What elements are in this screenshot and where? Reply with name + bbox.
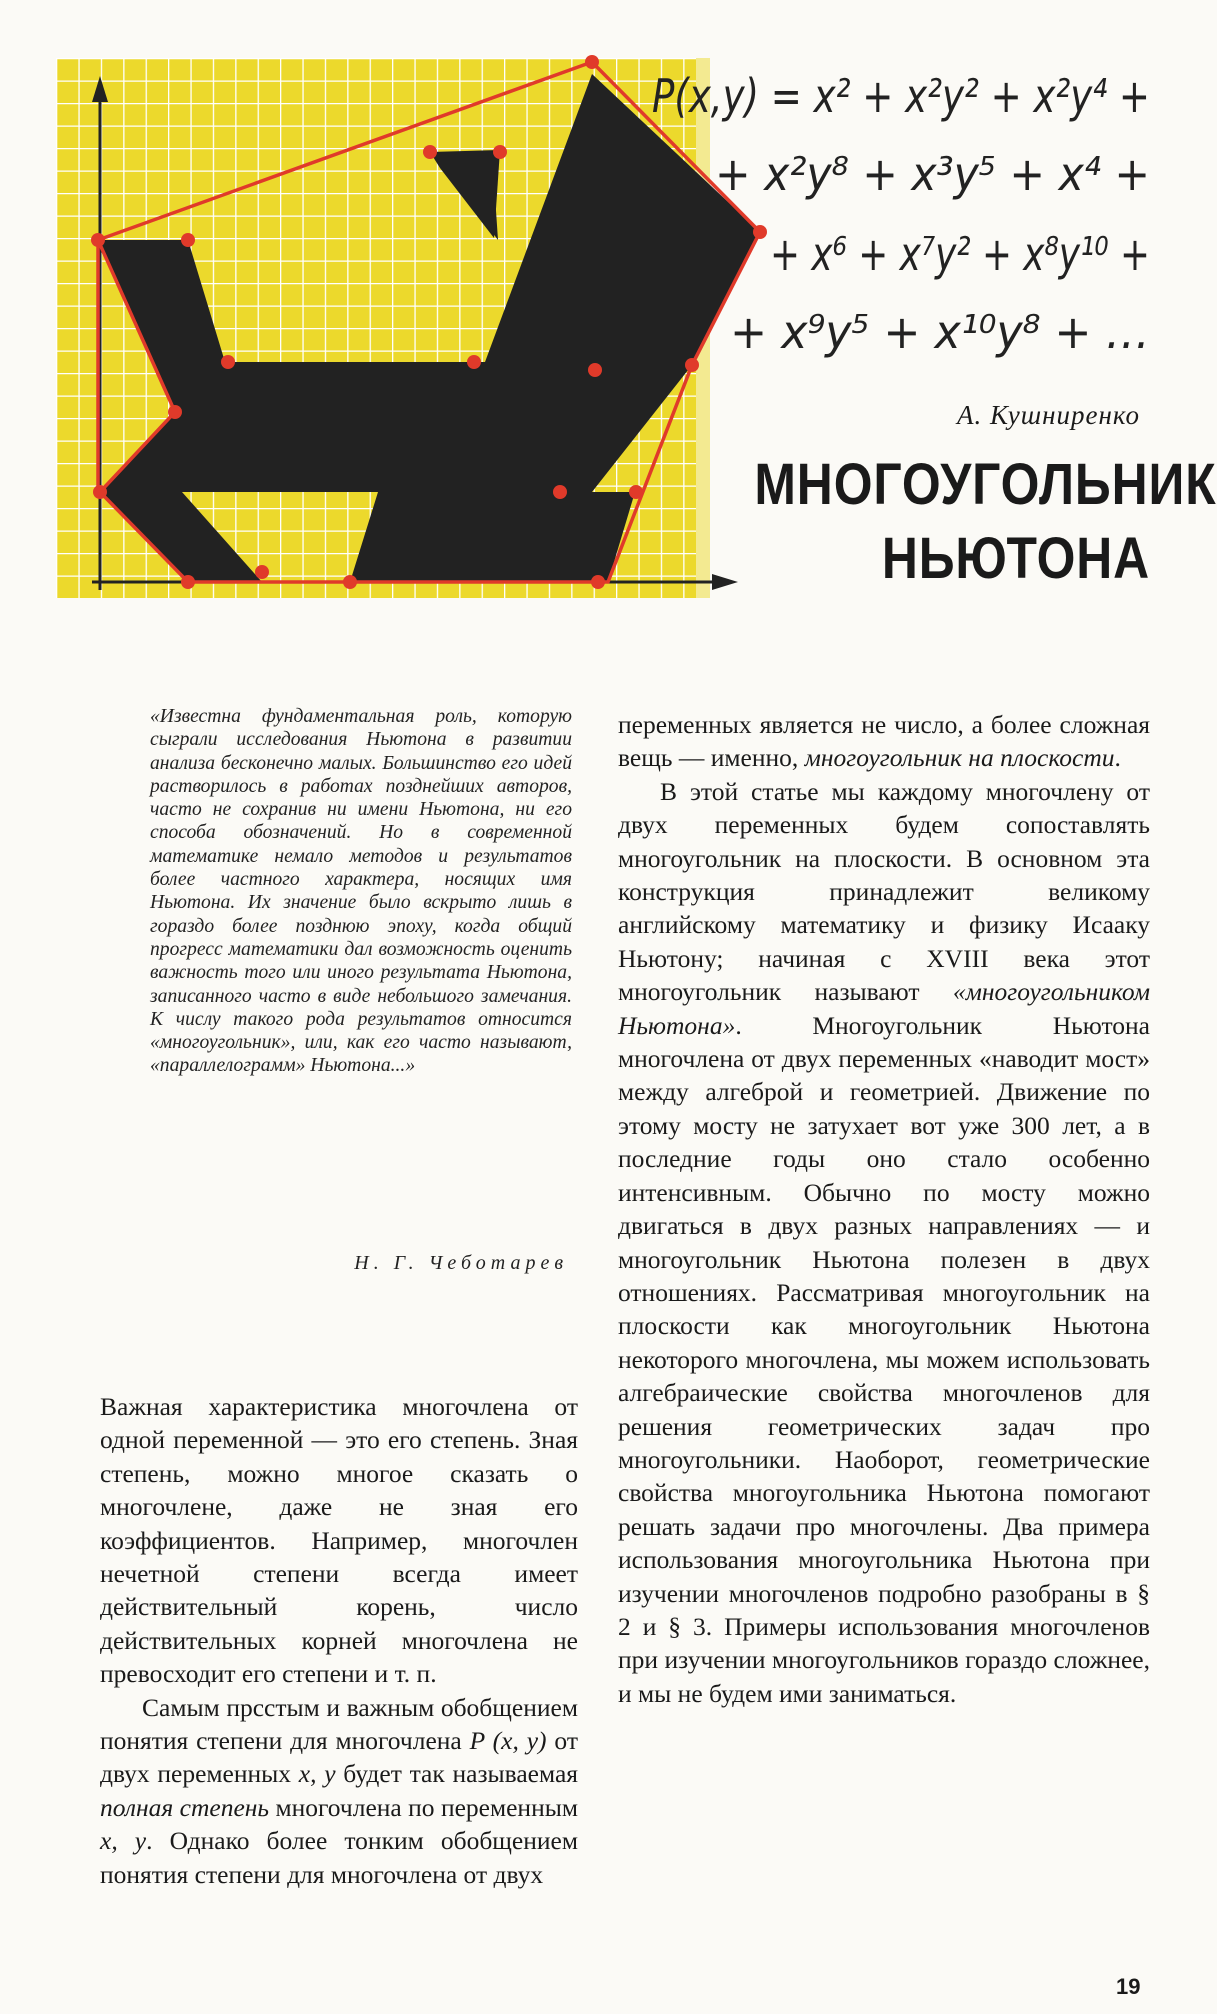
vertex xyxy=(343,575,357,589)
vertex xyxy=(585,55,599,69)
paragraph: переменных является не число, а более сложная вещь — именно, многоугольник на плоскости. xyxy=(618,710,1150,773)
x-axis-arrow xyxy=(712,574,738,590)
vertex xyxy=(255,565,269,579)
paragraph: Самым прсстым и важным обобщением понятия степени для многочлена P (x, y) от двух переменных x, y будет так называемая полная степень многочлена по переменным x, y. Однако более тонким обобщением понятия степени для многочлена от двух xyxy=(100,1692,578,1889)
epigraph-author: Н. Г. Чеботарев xyxy=(354,1252,568,1274)
vertex xyxy=(753,225,767,239)
vertex xyxy=(91,233,105,247)
vertex xyxy=(493,145,507,159)
vertex xyxy=(685,358,699,372)
vertex xyxy=(168,405,182,419)
page-number: 19 xyxy=(1116,1974,1141,1999)
vertex xyxy=(467,355,481,369)
vertex xyxy=(588,363,602,377)
vertex xyxy=(93,485,107,499)
title-line-2: НЬЮТОНА xyxy=(881,526,1150,591)
vertex xyxy=(181,575,195,589)
vertex xyxy=(629,485,643,499)
paragraph: Важная характеристика многочлена от одной переменной — это его степень. Зная степень, можно многое сказать о многочлене, даже не зная его коэффициентов. Например, многочлен нечетной степени всегда имеет действительный корень, число действительных корней многочлена не превосходит его степени и т. п. xyxy=(100,1392,578,1689)
vertex xyxy=(423,145,437,159)
paragraph: В этой статье мы каждому многочлену от двух переменных будем сопоставлять многоугольник на плоскости. В основном эта конструкция принадлежит великому английскому математику и физику Исааку Ньютону; начиная с XVIII века этот многоугольник называют «многоугольником Ньютона». Многоугольник Ньютона многочлена от двух переменных «наводит мост» между алгеброй и геометрией. Движение по этому мосту не затухает вот уже 300 лет, а в последние годы оно стало особенно интенсивным. Обычно по мосту можно двигаться в двух разных направлениях — и многоугольник Ньютона полезен в двух отношениях. Рассматривая многоугольник на плоскости как многоугольник Ньютона некоторого многочлена, мы можем использовать алгебраические свойства многочленов для решения геометрических задач про многоугольники. Наоборот, геометрические свойства многоугольника Ньютона помогают решать задачи про многочлены. Два примера использования многоугольника Ньютона при изучении многочленов подробно разобраны в § 2 и § 3. Примеры использования многочленов при изучении многоугольников гораздо сложнее, и мы не будем ими заниматься. xyxy=(618,776,1150,1708)
article-author: А. Кушниренко xyxy=(956,400,1140,430)
formula-line-3: + x⁶ + x⁷y² + x⁸y¹⁰ + xyxy=(770,227,1150,281)
epigraph-quote: «Известна фундаментальная роль, которую сыграли исследования Ньютона в развитии анализа бесконечно малых. Большинство его идей растворилось в работах позднейших авторов, часто не сохранив ни имени Ньютона, ни его способа обозначений. Но в современной математике немало методов и результатов более частного характера, носящих имя Ньютона. Их значение было вскрыто лишь в гораздо более позднюю эпоху, когда общий прогресс математики дал возможность оценить важность того или иного результата Ньютона, записанного часто в виде небольшого замечания. К числу такого рода результатов относится «многоугольник», или, как его часто называют, «параллелограмм» Ньютона...» xyxy=(150,706,572,1077)
article-title xyxy=(754,448,1217,596)
left-column xyxy=(100,1390,578,1891)
title-line-1: МНОГОУГОЛЬНИК xyxy=(754,452,1217,517)
formula-line-2: + x²y⁸ + x³y⁵ + x⁴ + xyxy=(715,147,1150,201)
right-column xyxy=(618,708,1150,1710)
formula-line-1: P(x,y) = x² + x²y² + x²y⁴ + xyxy=(652,69,1150,123)
vertex xyxy=(221,355,235,369)
formula-line-4: + x⁹y⁵ + x¹⁰y⁸ + … xyxy=(730,305,1150,359)
vertex xyxy=(553,485,567,499)
vertex xyxy=(181,233,195,247)
vertex xyxy=(591,575,605,589)
